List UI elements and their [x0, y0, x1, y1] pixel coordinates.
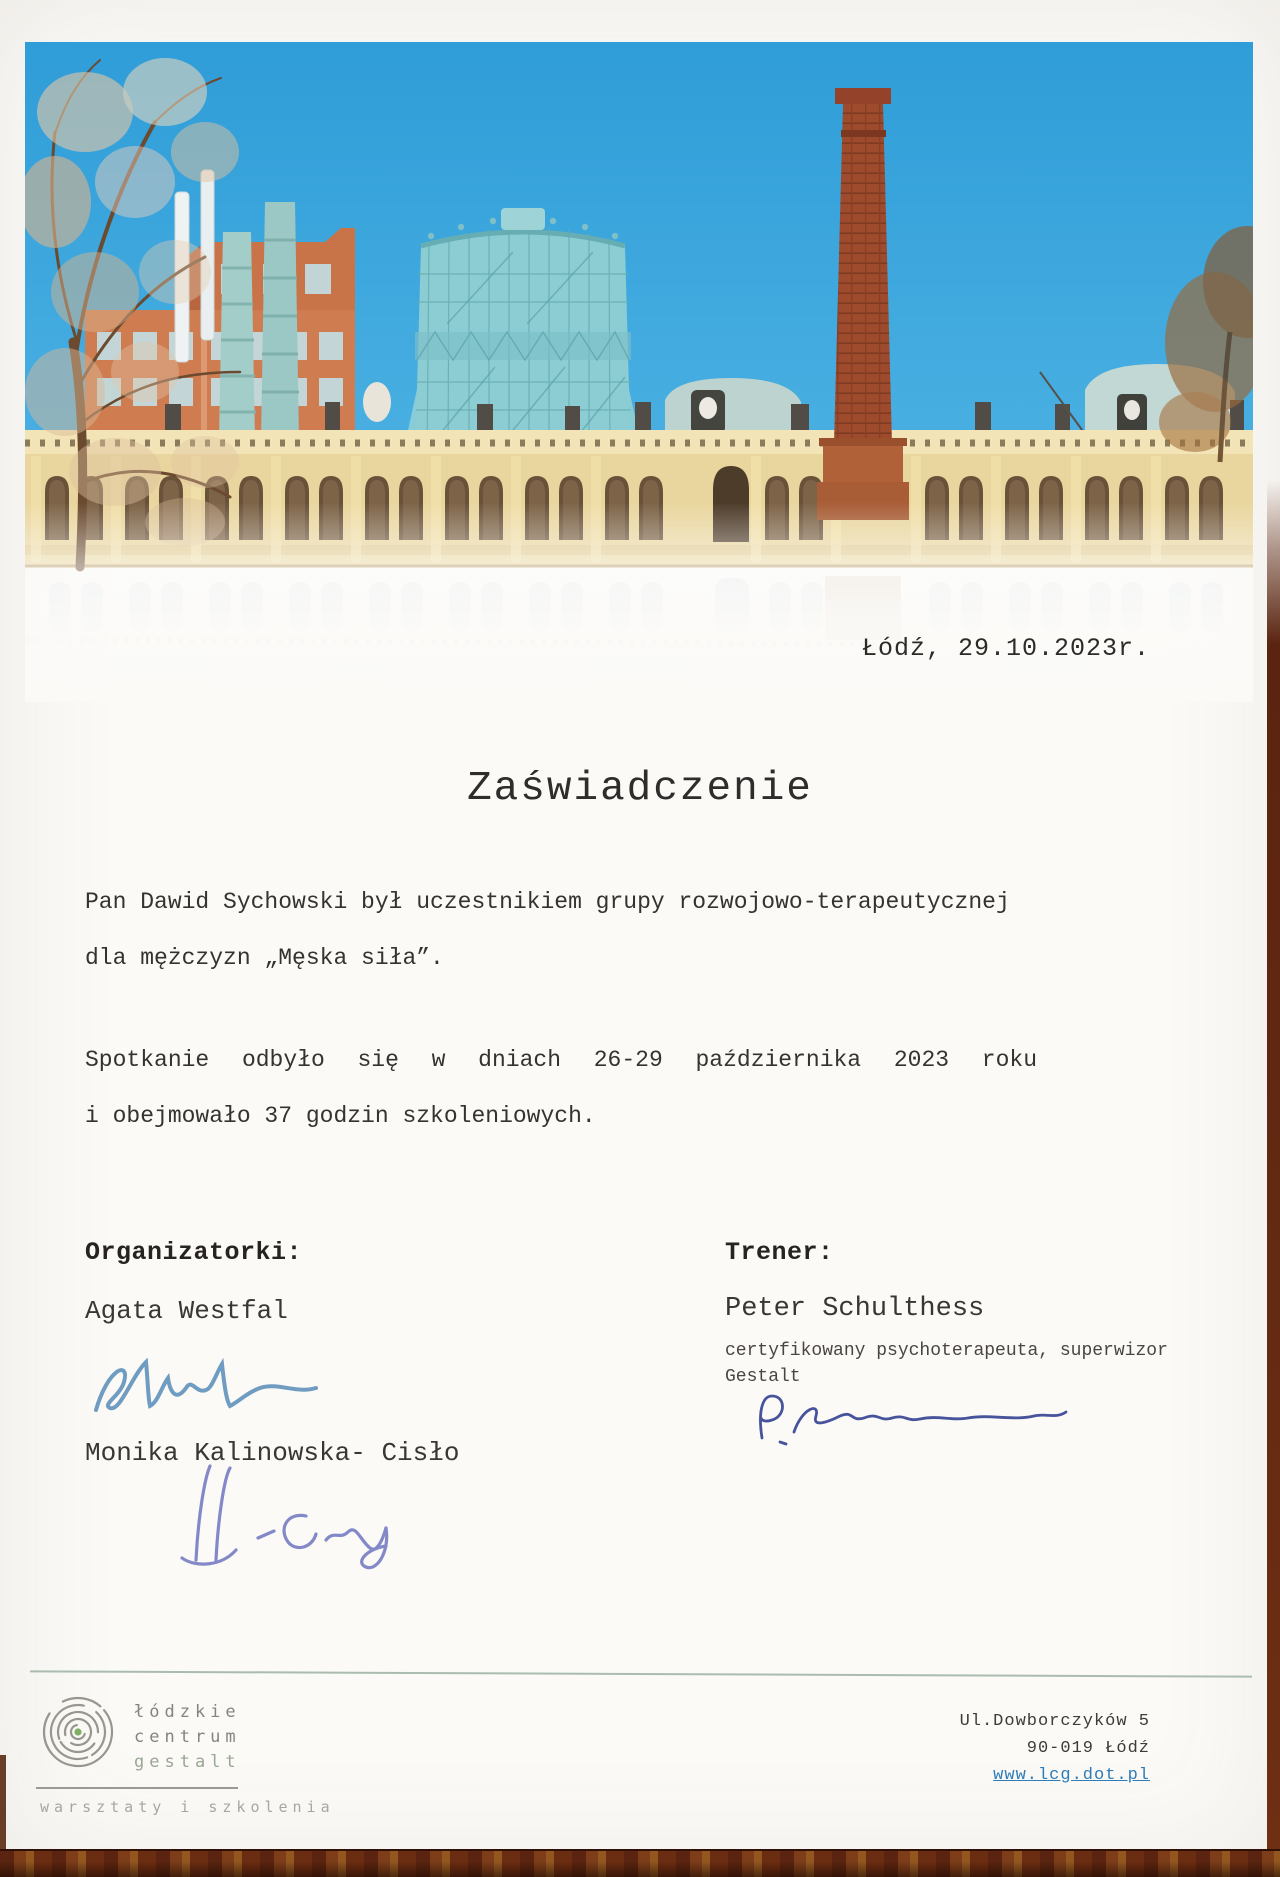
- signature-peter-schulthess: [728, 1388, 1078, 1463]
- paragraph-line: dla mężczyzn „Męska siła”.: [85, 945, 444, 971]
- lcg-logo-wordmark: [134, 1700, 241, 1775]
- trainer-heading: Trener:: [725, 1238, 834, 1267]
- logo-green-dot: [74, 1728, 81, 1735]
- lcg-logo-spiral-icon: [40, 1694, 116, 1770]
- logo-underline-rule: [36, 1787, 238, 1789]
- trainer-name: Peter Schulthess: [725, 1294, 985, 1324]
- organizers-heading: Organizatorki:: [85, 1238, 303, 1267]
- paragraph-line: i obejmowało 37 godzin szkoleniowych.: [85, 1103, 596, 1129]
- footer-divider: [30, 1670, 1252, 1677]
- certificate-title: Zaświadczenie: [467, 766, 813, 812]
- organizer2-name: Monika Kalinowska- Cisło: [85, 1438, 460, 1468]
- website-link[interactable]: www.lcg.dot.pl: [993, 1766, 1150, 1785]
- paragraph-participation: [85, 874, 1037, 986]
- logo-tagline: warsztaty i szkolenia: [40, 1798, 335, 1816]
- wood-table-right-edge: [1267, 480, 1280, 1849]
- wood-table-bottom-edge: [0, 1849, 1280, 1877]
- gasometer: [401, 208, 645, 462]
- date-line: Łódź, 29.10.2023r.: [861, 634, 1150, 663]
- signature-monika-kalinowska-cislo: [138, 1460, 408, 1585]
- signature-agata-westfal: [88, 1348, 328, 1426]
- address-city: 90-019 Łódź: [1026, 1739, 1150, 1758]
- paragraph-meeting-details: [85, 1032, 1037, 1144]
- trainer-credentials: certyfikowany psychoterapeuta, superwizor Gestalt: [725, 1341, 1168, 1387]
- logo-word-centrum: centrum: [134, 1727, 241, 1747]
- paragraph-line: Spotkanie odbyło się w dniach 26-29 października 2023 roku: [85, 1047, 1037, 1073]
- header-photo-lodz-panorama: [25, 42, 1253, 702]
- organizer1-name: Agata Westfal: [85, 1296, 288, 1326]
- logo-word-lodzkie: łódzkie: [134, 1702, 241, 1722]
- address-block: [960, 1708, 1150, 1789]
- address-street: Ul.Dowborczyków 5: [959, 1712, 1150, 1731]
- paragraph-line: Pan Dawid Sychowski był uczestnikiem grupy rozwojowo-terapeutycznej: [85, 889, 1010, 915]
- logo-word-gestalt: gestalt: [134, 1752, 241, 1772]
